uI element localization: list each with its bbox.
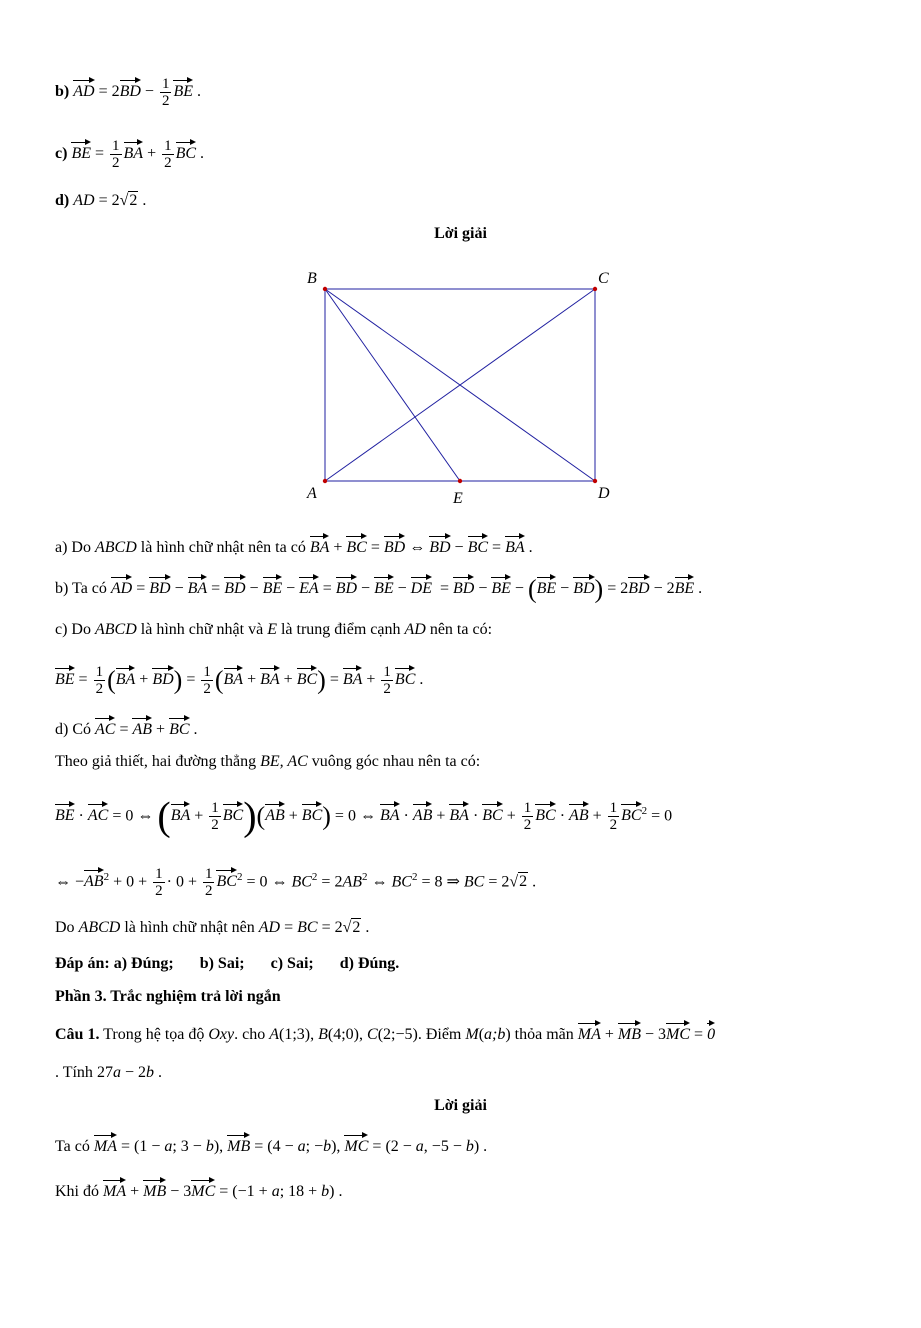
- question-1-solution-1: Ta có MA = (1 − a; 3 − b), MB = (4 − a; −b), MC = (2 − a, −5 − b) .: [55, 1133, 487, 1158]
- solution-d-formula-2: ⇔ $-AB^2 + 0$ + $\frac{1}{2}$ · 0 + $\frac{1}{2}$ $BC^2 = 0$ ⇔ $BC^2 = 2AB^2$ ⇔ $BC^2 = 8$ ⇒ BC = 2√2 .: [55, 866, 537, 900]
- solution-b: b) Ta có AD = BD − BA = BD − BE − EA = BD − BE − DE = BD − BE − (BE − BD) = 2BD − 2BE .: [55, 574, 703, 604]
- label-d: D: [598, 485, 610, 502]
- label-e: E: [453, 490, 463, 507]
- solution-d: d) Có AC = AB + BC .: [55, 716, 198, 741]
- answer-line: Đáp án: a) Đúng; b) Sai; c) Sai; d) Đúng.: [55, 955, 400, 972]
- option-c: c) BE = $\frac{1}{2}$ BA + $\frac{1}{2}$ BC .: [55, 138, 205, 171]
- solution-heading: Lời giải: [434, 225, 487, 242]
- label-b: B: [307, 270, 317, 287]
- solution-c-formula: BE = $\frac{1}{2}$ (BA + BD) = $\frac{1}{2}$ (BA + BA + BC) = BA + $\frac{1}{2}$ BC .: [55, 664, 424, 697]
- question-1: Câu 1. Trong hệ tọa độ Oxy. cho A(1;3), B(4;0), C(2;−5). Điểm M(a;b) thỏa mãn MA + MB − 3MC = 0: [55, 1021, 715, 1046]
- solution-heading-2: Lời giải: [434, 1097, 487, 1114]
- part-3-heading: Phần 3. Trắc nghiệm trả lời ngắn: [55, 988, 281, 1005]
- rectangle-figure: [295, 262, 625, 512]
- option-b: b) AD = 2BD − $\frac{1}{2}$ BE .: [55, 76, 201, 109]
- option-label: d): [55, 192, 70, 209]
- solution-a: a) Do ABCD là hình chữ nhật nên ta có BA + BC = BD ⇔ BD − BC = BA .: [55, 534, 533, 559]
- question-1-cont: . Tính 27a − 2b .: [55, 1064, 162, 1081]
- label-c: C: [598, 270, 609, 287]
- segment-be: [325, 289, 460, 481]
- conclusion: Do ABCD là hình chữ nhật nên AD = BC = 2√2 .: [55, 919, 370, 936]
- option-label: b): [55, 83, 70, 101]
- solution-d-hypothesis: Theo giả thiết, hai đường thẳng BE, AC vuông góc nhau nên ta có:: [55, 753, 481, 770]
- solution-c: c) Do ABCD là hình chữ nhật và E là trung điểm cạnh AD nên ta có:: [55, 621, 493, 638]
- label-a: A: [307, 485, 317, 502]
- solution-d-formula-1: BE · AC = 0 ⇔ (BA + $\frac{1}{2}$ BC)(AB + BC) = 0 ⇔ BA · AB + BA · BC + $\frac{1}{2}$ BC · AB + $\frac{1}{2}$ $BC^2 = 0$: [55, 793, 673, 839]
- option-d: d) AD = 2√2 .: [55, 192, 147, 209]
- option-label: c): [55, 145, 68, 163]
- question-1-solution-2: Khi đó MA + MB − 3MC = (−1 + a; 18 + b) .: [55, 1178, 342, 1203]
